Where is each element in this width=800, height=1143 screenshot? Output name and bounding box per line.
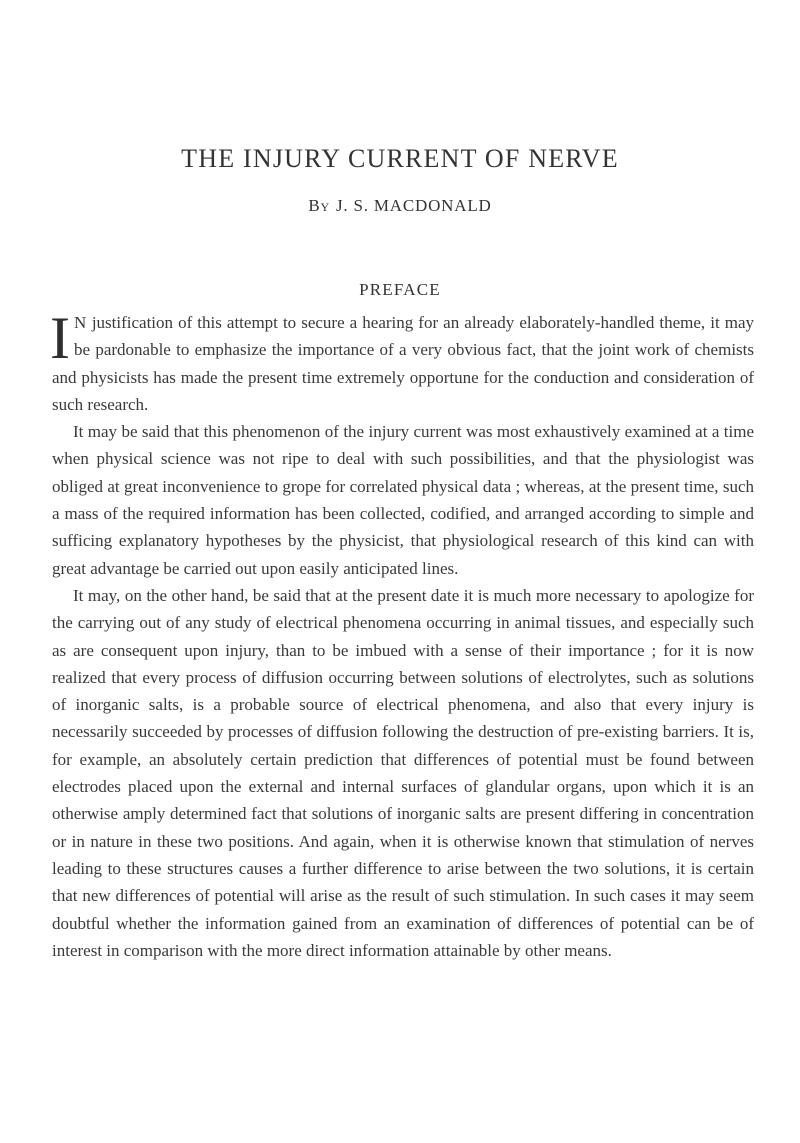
drop-cap: I [50,305,70,371]
lead-word: N [73,313,87,332]
byline [0,196,800,216]
preface-paragraph-2: It may be said that this phenomenon of the injury current was most exhaustively examined at a time when physical science was not ripe to deal with such possibilities, and that the physiologist was obliged at great inconvenience to grope for correlated physical data ; whereas, at the present time, such a mass of the required information has been collected, codified, and arranged according to simple and sufficing explanatory hypotheses by the physicist, that physiological research of this kind can with great advantage be carried out upon easily anticipated lines. [52,422,754,578]
article-title: THE INJURY CURRENT OF NERVE [181,144,619,173]
byline-prefix: By [308,196,331,215]
preface-body [50,305,754,964]
preface-paragraph-1 [50,305,754,418]
preface-heading: PREFACE [359,280,441,299]
author-name: J. S. MACDONALD [336,196,492,215]
paragraph-1-text: justification of this attempt to secure a hearing for an already elaborately-handled theme, it may be pardonable to emphasize the importance of a very obvious fact, that the joint work of chemists and physicists has made the present time extremely opportune for the conduction and consideration of such research. [52,313,754,414]
preface-paragraph-3: It may, on the other hand, be said that at the present date it is much more necessary to apologize for the carrying out of any study of electrical phenomena occurring in animal tissues, and especially such as are consequent upon injury, than to be imbued with a sense of their importance ; for it is now realized that every process of diffusion occurring between solutions of electrolytes, such as solutions of inorganic salts, is a probable source of electrical phenomena, and also that every injury is necessarily succeeded by processes of diffusion following the destruction of pre-existing barriers. It is, for example, an absolutely certain prediction that differences of potential must be found between electrodes placed upon the external and internal surfaces of glandular organs, upon which it is an otherwise amply determined fact that solutions of inorganic salts are present differing in concentration or in nature in these two positions. And again, when it is otherwise known that stimulation of nerves leading to these structures causes a further difference to arise between the two solutions, it is certain that new differences of potential will arise as the result of such stimulation. In such cases it may seem doubtful whether the information gained from an examination of differences of potential can be of interest in comparison with the more direct information attainable by other means. [52,585,754,960]
